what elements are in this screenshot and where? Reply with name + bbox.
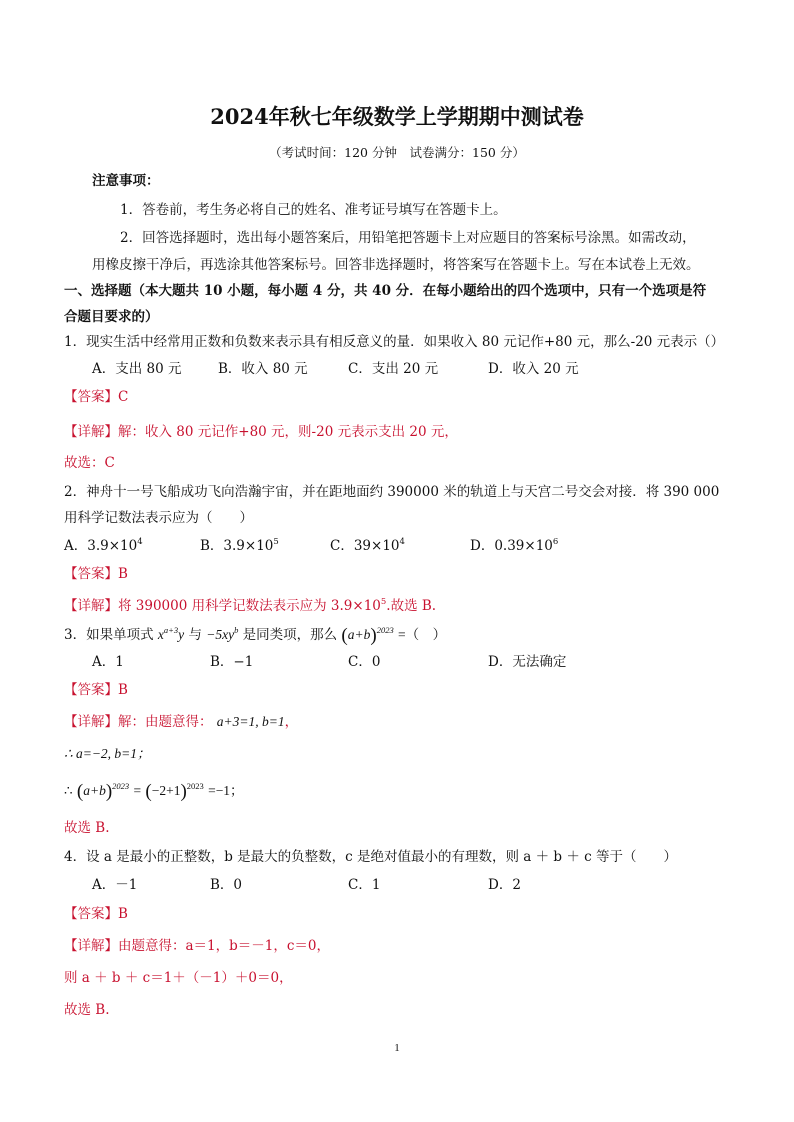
q2-option-b: B．$3.9\times 10^5$ <box>200 537 279 554</box>
q1-option-d: D．收入 20 元 <box>488 361 579 377</box>
q2-option-c: C．$39\times 10^4$ <box>330 537 405 554</box>
monomial-1: $x^{a+3}y$ <box>157 625 185 642</box>
section-heading-line-1: 一、选择题（本大题共 10 小题，每小题 4 分，共 40 分．在每小题给出的四个选项中，只有一个选项是符 <box>64 283 707 299</box>
q1-conclusion: 故选：C <box>64 455 115 471</box>
q2-answer: 【答案】B <box>64 566 128 582</box>
q3-option-a: A．1 <box>92 654 124 670</box>
q1-detail: 【详解】解：收入 80 元记作+80 元，则-20 元表示支出 20 元， <box>64 424 458 440</box>
notice-item-2-line-1: 2．回答选择题时，选出每小题答案后，用铅笔把答题卡上对应题目的答案标号涂黑。如需改动， <box>120 230 696 246</box>
q3-stem: 3．如果单项式 $x^{a+3}y$ 与 $-5xy^b$ 是同类项，那么 $(a+b)^{2023}$ =（ ） <box>64 625 447 646</box>
q2-option-a: A．$3.9\times 10^4$ <box>64 537 143 554</box>
q3-detail: 【详解】解：由题意得： a+3=1, b=1， <box>64 714 299 730</box>
q4-option-c: C．1 <box>348 877 381 893</box>
section-heading-line-2: 合题目要求的） <box>64 309 159 325</box>
q1-stem: 1．现实生活中经常用正数和负数来表示具有相反意义的量．如果收入 80 元记作+80 元，那么-20 元表示（） <box>64 334 725 350</box>
q1-answer: 【答案】C <box>64 389 129 405</box>
notice-item-2-line-2: 用橡皮擦干净后，再选涂其他答案标号。回答非选择题时，将答案写在答题卡上。写在本试卷上无效。 <box>92 257 700 273</box>
q1-option-c: C．支出 20 元 <box>348 361 439 377</box>
q3-conclusion: 故选 B. <box>64 820 110 836</box>
q3-step-2: ∴ $(a+b)^{2023} = (-2+1)^{2023} =-1$； <box>64 781 244 802</box>
q2-stem-line-1: 2．神舟十一号飞船成功飞向浩瀚宇宙，并在距地面约 390000 米的轨道上与天宫二号交会对接．将 390 000 <box>64 484 720 500</box>
page-number: 1 <box>394 1042 400 1054</box>
q4-detail: 【详解】由题意得：a＝1，b＝－1，c＝0， <box>64 938 331 954</box>
q3-answer: 【答案】B <box>64 682 128 698</box>
q3-option-c: C．0 <box>348 654 381 670</box>
q4-conclusion: 故选 B. <box>64 1002 110 1018</box>
q3-option-b: B．−1 <box>210 654 254 670</box>
q4-option-d: D．2 <box>488 877 521 893</box>
q4-step: 则 a ＋ b ＋ c＝1＋（－1）＋0＝0， <box>64 970 293 986</box>
monomial-2: $-5xy^b$ <box>206 625 239 642</box>
q2-stem-line-2: 用科学记数法表示应为（ ） <box>64 510 253 526</box>
q1-option-a: A．支出 80 元 <box>92 361 182 377</box>
exam-info: （考试时间：120 分钟 试卷满分：150 分） <box>269 145 525 160</box>
page-title: 2024年秋七年级数学上学期期中测试卷 <box>210 104 584 129</box>
q2-detail: 【详解】将 390000 用科学记数法表示应为 $3.9\times 10^5$.故选 B. <box>64 597 437 614</box>
q3-step-1: ∴ a=−2, b=1； <box>64 746 151 761</box>
q4-option-b: B．0 <box>210 877 243 893</box>
notice-heading: 注意事项： <box>92 173 160 189</box>
q4-answer: 【答案】B <box>64 906 128 922</box>
q2-option-d: D．$0.39\times 10^6$ <box>470 537 559 554</box>
q4-stem: 4．设 a 是最小的正整数，b 是最大的负整数，c 是绝对值最小的有理数，则 a ＋ b ＋ c 等于（ ） <box>64 849 678 865</box>
power-expression: $(a+b)^{2023}$ <box>341 625 394 646</box>
q4-option-a: A．－1 <box>92 877 138 893</box>
q1-option-b: B．收入 80 元 <box>218 361 308 377</box>
q3-option-d: D．无法确定 <box>488 654 567 670</box>
notice-item-1: 1．答卷前，考生务必将自己的姓名、准考证号填写在答题卡上。 <box>120 202 507 218</box>
